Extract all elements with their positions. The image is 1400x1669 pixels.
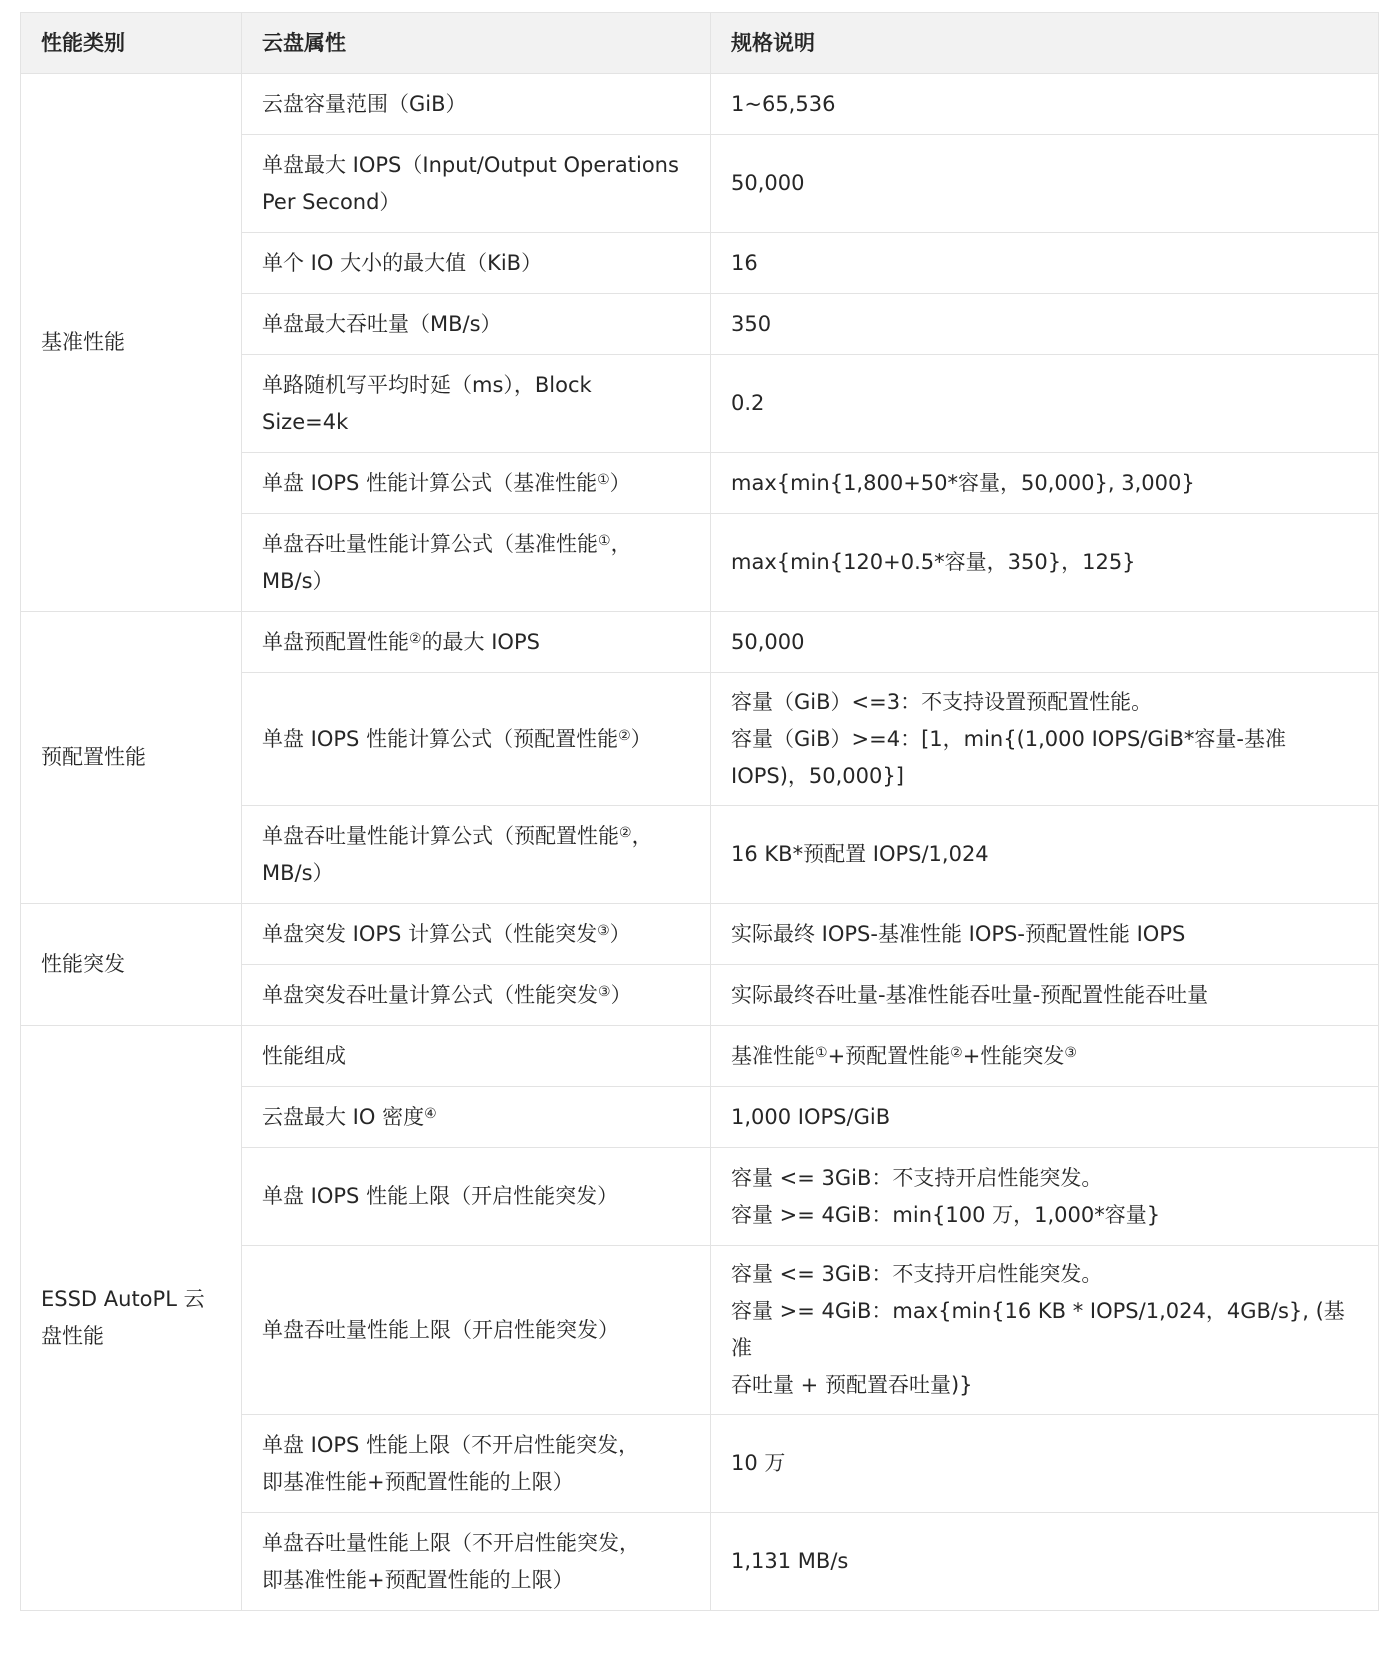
attr-cell: 单盘最大吞吐量（MB/s） xyxy=(242,294,711,355)
table-row xyxy=(21,904,1379,965)
attr-cell: 性能组成 xyxy=(242,1026,711,1087)
spec-cell: 基准性能①+预配置性能②+性能突发③ xyxy=(711,1026,1379,1087)
attr-cell: 单盘 IOPS 性能计算公式（基准性能①） xyxy=(242,453,711,514)
spec-cell: 实际最终 IOPS-基准性能 IOPS-预配置性能 IOPS xyxy=(711,904,1379,965)
spec-table xyxy=(20,12,1379,1611)
spec-cell: 0.2 xyxy=(711,355,1379,453)
spec-cell: max{min{120+0.5*容量，350}，125} xyxy=(711,514,1379,612)
spec-cell: 1,131 MB/s xyxy=(711,1513,1379,1611)
footnote-marker: ② xyxy=(950,1044,963,1061)
attr-cell: 单个 IO 大小的最大值（KiB） xyxy=(242,233,711,294)
spec-cell: 容量（GiB）<=3：不支持设置预配置性能。 容量（GiB）>=4：[1，min{(1,000 IOPS/GiB*容量-基准 IOPS)，50,000}] xyxy=(711,673,1379,806)
table-header-row xyxy=(21,13,1379,74)
footnote-marker: ③ xyxy=(598,983,611,1000)
footnote-marker: ② xyxy=(409,630,422,647)
spec-table-container xyxy=(20,12,1378,1611)
spec-cell: 16 KB*预配置 IOPS/1,024 xyxy=(711,806,1379,904)
category-cell-burst: 性能突发 xyxy=(21,904,242,1026)
table-row xyxy=(21,74,1379,135)
header-attribute: 云盘属性 xyxy=(242,13,711,74)
attr-cell: 单盘 IOPS 性能计算公式（预配置性能②） xyxy=(242,673,711,806)
spec-cell: 16 xyxy=(711,233,1379,294)
spec-cell: 50,000 xyxy=(711,612,1379,673)
header-spec: 规格说明 xyxy=(711,13,1379,74)
attr-cell: 单盘最大 IOPS（Input/Output Operations Per Second） xyxy=(242,135,711,233)
footnote-marker: ① xyxy=(597,471,610,488)
attr-cell: 单盘吞吐量性能上限（不开启性能突发， 即基准性能+预配置性能的上限） xyxy=(242,1513,711,1611)
spec-cell: 实际最终吞吐量-基准性能吞吐量-预配置性能吞吐量 xyxy=(711,965,1379,1026)
footnote-marker: ① xyxy=(815,1044,828,1061)
spec-cell: 50,000 xyxy=(711,135,1379,233)
attr-cell: 单盘预配置性能②的最大 IOPS xyxy=(242,612,711,673)
table-row xyxy=(21,1026,1379,1087)
footnote-marker: ③ xyxy=(1064,1044,1077,1061)
category-cell-provisioned: 预配置性能 xyxy=(21,612,242,904)
spec-cell: 350 xyxy=(711,294,1379,355)
category-cell-baseline: 基准性能 xyxy=(21,74,242,612)
spec-cell: max{min{1,800+50*容量，50,000}, 3,000} xyxy=(711,453,1379,514)
category-cell-essd-autopl: ESSD AutoPL 云 盘性能 xyxy=(21,1026,242,1611)
attr-cell: 云盘容量范围（GiB） xyxy=(242,74,711,135)
header-category: 性能类别 xyxy=(21,13,242,74)
attr-cell: 单盘 IOPS 性能上限（不开启性能突发， 即基准性能+预配置性能的上限） xyxy=(242,1415,711,1513)
spec-cell: 1~65,536 xyxy=(711,74,1379,135)
attr-cell: 云盘最大 IO 密度④ xyxy=(242,1087,711,1148)
spec-cell: 1,000 IOPS/GiB xyxy=(711,1087,1379,1148)
spec-cell: 10 万 xyxy=(711,1415,1379,1513)
spec-cell: 容量 <= 3GiB：不支持开启性能突发。 容量 >= 4GiB：max{min{16 KB * IOPS/1,024，4GB/s}, (基准 吞吐量 + 预配置吞吐量)} xyxy=(711,1246,1379,1415)
footnote-marker: ② xyxy=(619,824,632,841)
footnote-marker: ② xyxy=(618,727,631,744)
attr-cell: 单盘吞吐量性能计算公式（预配置性能②， MB/s） xyxy=(242,806,711,904)
attr-cell: 单盘突发 IOPS 计算公式（性能突发③） xyxy=(242,904,711,965)
footnote-marker: ④ xyxy=(424,1105,437,1122)
footnote-marker: ① xyxy=(598,532,611,549)
attr-cell: 单盘吞吐量性能上限（开启性能突发） xyxy=(242,1246,711,1415)
attr-cell: 单盘突发吞吐量计算公式（性能突发③） xyxy=(242,965,711,1026)
attr-cell: 单盘吞吐量性能计算公式（基准性能①， MB/s） xyxy=(242,514,711,612)
attr-cell: 单盘 IOPS 性能上限（开启性能突发） xyxy=(242,1148,711,1246)
table-row xyxy=(21,612,1379,673)
footnote-marker: ③ xyxy=(597,922,610,939)
spec-cell: 容量 <= 3GiB：不支持开启性能突发。 容量 >= 4GiB：min{100 万，1,000*容量} xyxy=(711,1148,1379,1246)
attr-cell: 单路随机写平均时延（ms），Block Size=4k xyxy=(242,355,711,453)
